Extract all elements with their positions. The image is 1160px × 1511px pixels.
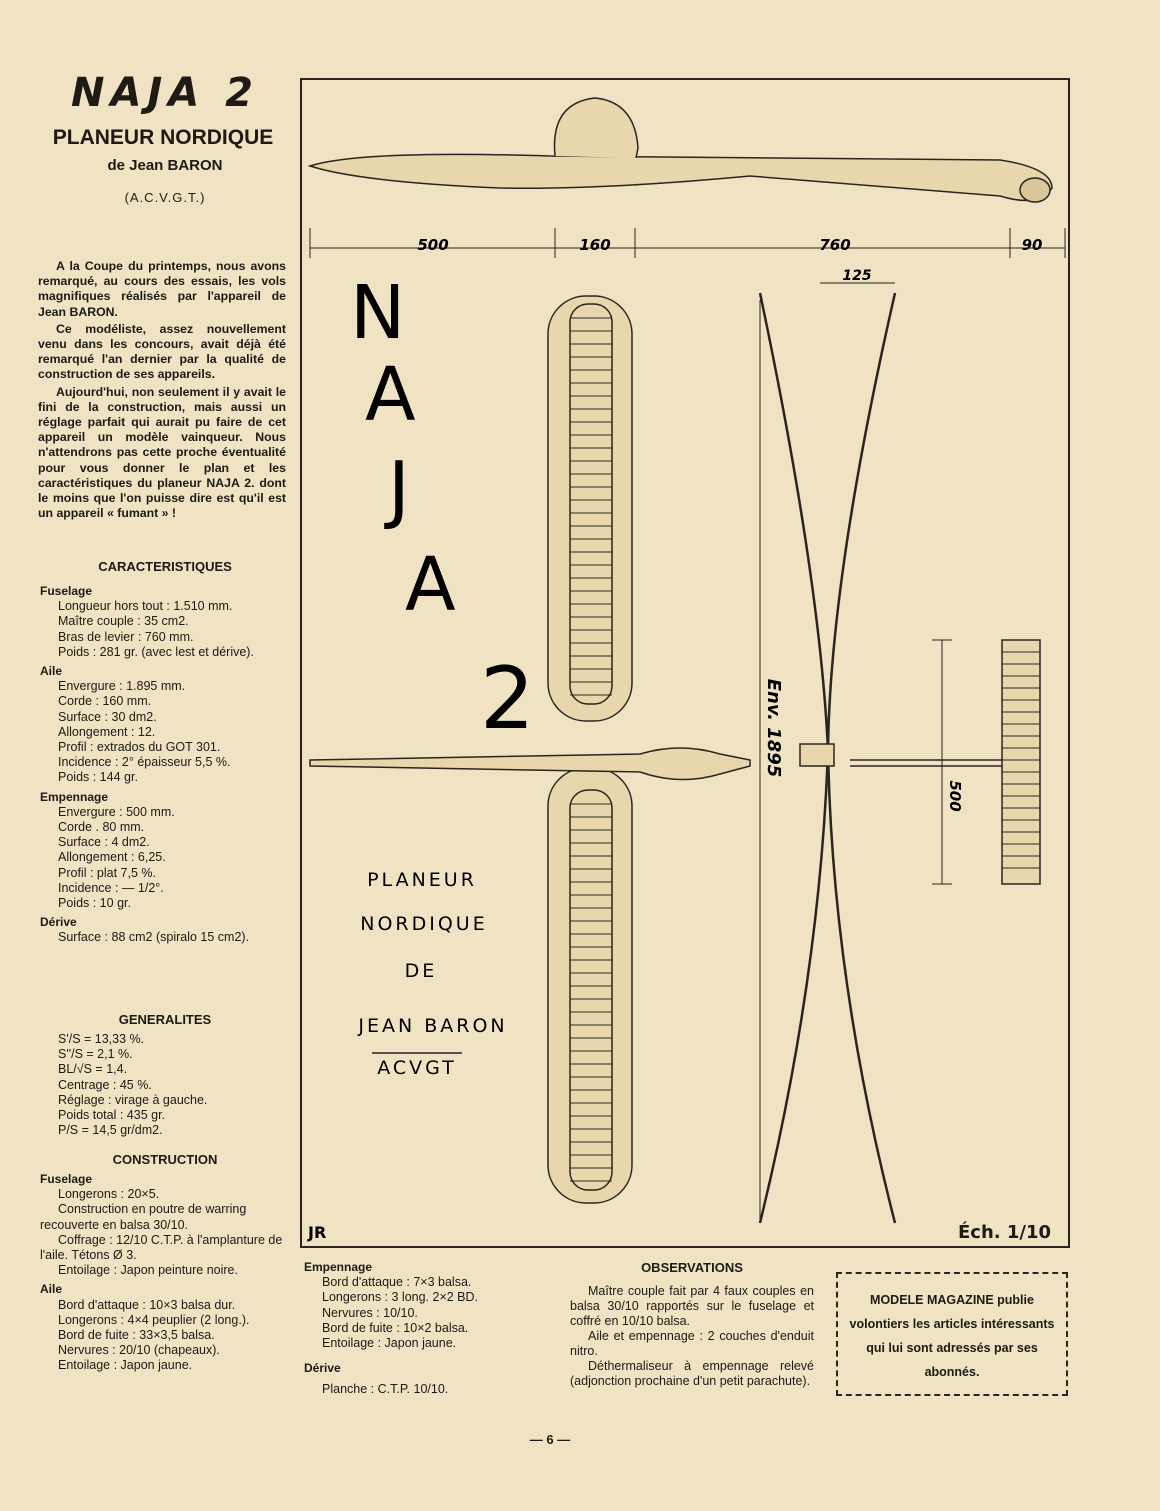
big-letter: J bbox=[388, 446, 410, 532]
construction-continued bbox=[304, 1260, 536, 1398]
spec-line: Allongement : 12. bbox=[58, 724, 156, 739]
caracteristiques-list bbox=[40, 584, 288, 946]
spec-line: P/S = 14,5 gr/dm2. bbox=[58, 1123, 163, 1138]
spec-line: Incidence : 2° épaisseur 5,5 %. bbox=[58, 755, 231, 770]
spec-line: S'/S = 13,33 %. bbox=[58, 1032, 145, 1046]
caption-line: NORDIQUE bbox=[360, 913, 488, 935]
aile-subhead: Aile bbox=[40, 664, 63, 679]
stabilizer bbox=[1002, 640, 1040, 884]
spec-line: Bord d'attaque : 7×3 balsa. bbox=[322, 1275, 472, 1290]
dim-label: 160 bbox=[579, 236, 611, 254]
caption-line: JEAN BARON bbox=[358, 1015, 508, 1037]
tail-span-label: 500 bbox=[946, 780, 964, 812]
spec-line: Envergure : 1.895 mm. bbox=[58, 679, 186, 694]
big-letter: N bbox=[350, 270, 406, 356]
spec-line: Bord de fuite : 33×3,5 balsa. bbox=[58, 1328, 215, 1343]
spec-line: Bord de fuite : 10×2 balsa. bbox=[322, 1320, 469, 1335]
caption-line: PLANEUR bbox=[367, 869, 477, 891]
big-letter: A bbox=[405, 542, 456, 628]
fuselage-top-view bbox=[310, 748, 750, 780]
intro-text bbox=[38, 259, 286, 523]
spec-line: Corde . 80 mm. bbox=[58, 820, 145, 835]
spec-line: Entoilage : Japon peinture noire. bbox=[58, 1263, 238, 1278]
big-letter: 2 bbox=[480, 649, 535, 749]
observations-text bbox=[570, 1284, 814, 1389]
scale-label: Éch. 1/10 bbox=[958, 1222, 1052, 1243]
page-number: — 6 — bbox=[529, 1432, 571, 1447]
spec-line: Envergure : 500 mm. bbox=[58, 804, 175, 819]
spec-line: Entoilage : Japon jaune. bbox=[322, 1336, 457, 1351]
signature: JR bbox=[308, 1223, 327, 1242]
construction-fuselage-subhead: Fuselage bbox=[40, 1172, 93, 1186]
spec-line: Coffrage : 12/10 C.T.P. à l'amplanture de l'aile. Tétons Ø 3. bbox=[40, 1232, 283, 1263]
dim-label: 760 bbox=[819, 236, 851, 254]
spec-line: Longerons : 3 long. 2×2 BD. bbox=[322, 1290, 479, 1305]
empennage-construction-subhead: Empennage bbox=[304, 1260, 373, 1274]
big-letter: A bbox=[365, 352, 416, 438]
spec-line: Nervures : 20/10 (chapeaux). bbox=[58, 1343, 220, 1358]
tail-end bbox=[1020, 178, 1050, 202]
club-line: (A.C.V.G.T.) bbox=[124, 190, 206, 205]
spec-line: Surface : 4 dm2. bbox=[58, 835, 150, 850]
generalites-list bbox=[40, 1032, 288, 1138]
wing-top bbox=[548, 296, 632, 721]
spec-line: Longerons : 20×5. bbox=[58, 1187, 160, 1202]
spec-line: BL/√S = 1,4. bbox=[58, 1062, 128, 1077]
generalites-heading: GENERALITES bbox=[118, 1012, 212, 1027]
spec-line: Planche : C.T.P. 10/10. bbox=[322, 1382, 449, 1397]
construction-list bbox=[40, 1172, 288, 1374]
subtitle: PLANEUR NORDIQUE bbox=[52, 126, 274, 149]
derive-construction-subhead: Dérive bbox=[304, 1361, 341, 1376]
fuselage-subhead: Fuselage bbox=[40, 584, 93, 598]
spec-line: Centrage : 45 %. bbox=[58, 1077, 152, 1092]
notice-box: MODELE MAGAZINE publie volontiers les articles intéressants qui lui sont adressés par ses abonnés. bbox=[836, 1272, 1068, 1396]
caption-line: DE bbox=[404, 960, 438, 982]
spec-line: Maître couple : 35 cm2. bbox=[58, 614, 189, 629]
spec-line: Réglage : virage à gauche. bbox=[58, 1092, 208, 1107]
page-title: NAJA 2 bbox=[70, 70, 260, 116]
caracteristiques-heading: CARACTERISTIQUES bbox=[98, 559, 232, 574]
fin-side-view bbox=[555, 98, 639, 158]
spec-line: Poids : 281 gr. (avec lest et dérive). bbox=[58, 644, 254, 659]
author-line: de Jean BARON bbox=[107, 157, 223, 174]
derive-subhead: Dérive bbox=[40, 915, 77, 930]
plan-drawing bbox=[300, 78, 1070, 1248]
span-label: Env. 1895 bbox=[763, 678, 784, 778]
construction-aile-subhead: Aile bbox=[40, 1282, 63, 1297]
spec-line: Profil : plat 7,5 %. bbox=[58, 865, 156, 880]
construction-heading: CONSTRUCTION bbox=[112, 1152, 218, 1167]
dim-label: 90 bbox=[1021, 236, 1043, 254]
intro-paragraph: Aujourd'hui, non seulement il y avait le fini de la construction, mais aussi un réglage parfait qui aurait pu faire de cet appareil un modèle vainqueur. Nous n'attendrons pas cette proche éventualité pour vous donner le plan et les caractéristiques du planeur NAJA 2. dont le moins que l'on puisse dire est qu'il est un appareil « fumant » ! bbox=[38, 384, 286, 521]
spec-line: Profil : extrados du GOT 301. bbox=[58, 740, 221, 755]
dim-label: 500 bbox=[417, 236, 449, 254]
dim-label: 125 bbox=[842, 268, 872, 284]
fuselage-side-view bbox=[310, 154, 1052, 200]
spec-line: S''/S = 2,1 %. bbox=[58, 1047, 133, 1062]
spec-line: Poids : 10 gr. bbox=[58, 896, 131, 911]
empennage-subhead: Empennage bbox=[40, 789, 109, 804]
spec-line: Nervures : 10/10. bbox=[322, 1305, 418, 1320]
spec-line: Entoilage : Japon jaune. bbox=[58, 1358, 193, 1373]
spec-line: Poids : 144 gr. bbox=[58, 770, 138, 785]
spec-line: Incidence : — 1/2°. bbox=[58, 880, 164, 895]
spec-line: Longueur hors tout : 1.510 mm. bbox=[58, 599, 233, 614]
spec-line: Construction en poutre de warring recouverte en balsa 30/10. bbox=[40, 1202, 247, 1232]
spec-line: Corde : 160 mm. bbox=[58, 694, 152, 709]
observation-item: Déthermaliseur à empennage relevé (adjonction prochaine d'un petit parachute). bbox=[570, 1359, 814, 1388]
observations-heading: OBSERVATIONS bbox=[641, 1260, 743, 1275]
spec-line: Allongement : 6,25. bbox=[58, 850, 166, 865]
spec-line: Longerons : 4×4 peuplier (2 long.). bbox=[58, 1312, 250, 1327]
caption-line: ACVGT bbox=[377, 1057, 457, 1079]
spec-line: Surface : 30 dm2. bbox=[58, 709, 157, 724]
intro-paragraph: Ce modéliste, assez nouvellement venu dans les concours, avait déjà été remarqué l'an dernier par la qualité de construction de ses appareils. bbox=[38, 321, 286, 382]
spec-line: Poids total : 435 gr. bbox=[58, 1108, 166, 1123]
spec-line: Bras de levier : 760 mm. bbox=[58, 629, 194, 644]
spec-line: Surface : 88 cm2 (spiralo 15 cm2). bbox=[58, 930, 250, 945]
observation-item: Aile et empennage : 2 couches d'enduit nitro. bbox=[570, 1329, 814, 1358]
intro-paragraph: A la Coupe du printemps, nous avons remarqué, au cours des essais, les vols magnifiques réalisés par l'appareil de Jean BARON. bbox=[38, 259, 286, 319]
spec-line: Bord d'attaque : 10×3 balsa dur. bbox=[58, 1297, 236, 1312]
observation-item: Maître couple fait par 4 faux couples en balsa 30/10 rapportés sur le fuselage et coffré en 10/10 balsa. bbox=[570, 1284, 814, 1328]
